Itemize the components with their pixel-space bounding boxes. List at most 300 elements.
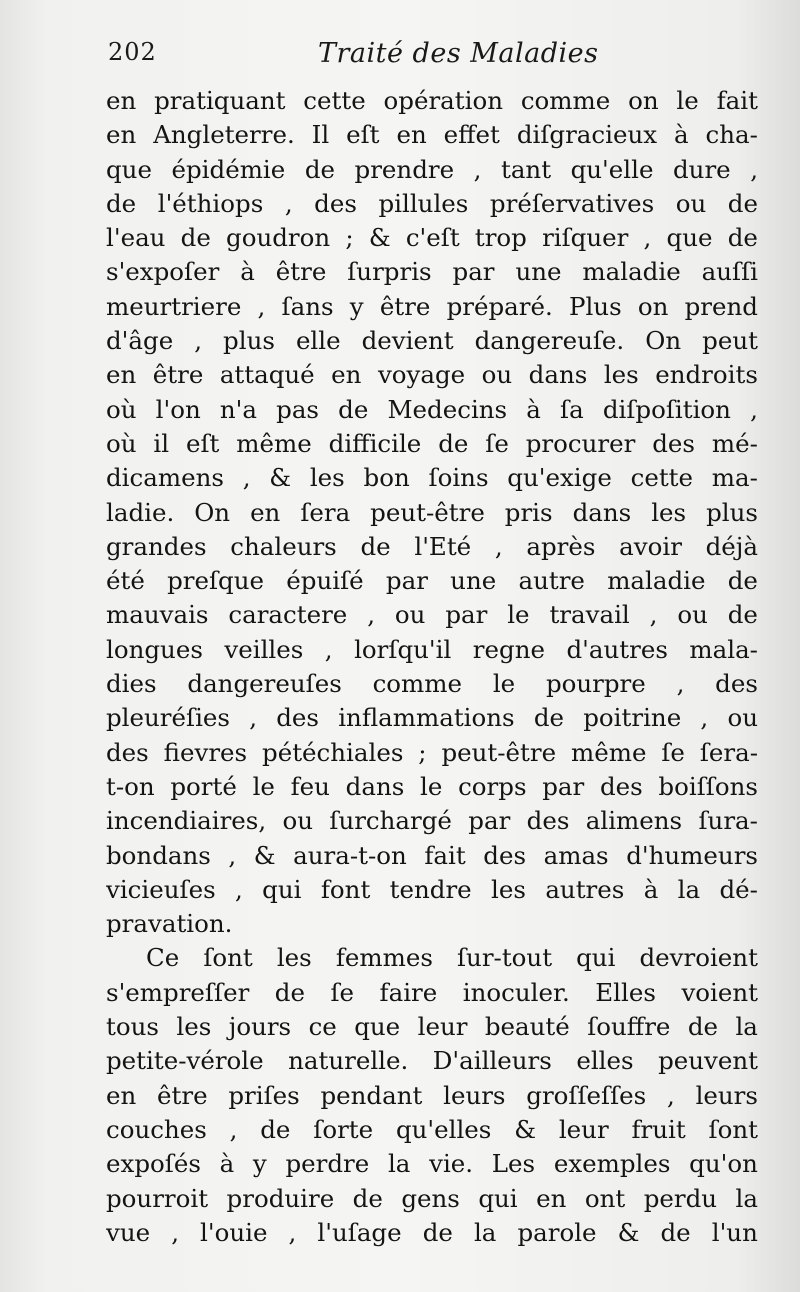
text-word: ou [675, 188, 707, 218]
text-word: préparé. [446, 291, 553, 321]
text-line [106, 1044, 758, 1078]
text-word: pas [276, 394, 320, 424]
text-word: on [628, 86, 659, 115]
text-word: autre [518, 566, 585, 596]
text-word: qu'elle [570, 154, 654, 184]
text-word: de [687, 1012, 719, 1042]
text-word: porté [170, 771, 237, 801]
text-word: des [314, 188, 357, 218]
text-word: fievres [163, 737, 248, 767]
text-word: de [304, 154, 335, 184]
text-word: , [229, 1114, 238, 1144]
text-word: trop [474, 223, 527, 253]
text-word: être [275, 257, 327, 287]
text-word: , [494, 531, 503, 561]
text-word: ſoins [428, 463, 489, 493]
text-word: à [219, 1149, 235, 1179]
text-word: de [338, 394, 369, 424]
text-line [106, 1079, 758, 1113]
text-word: bon [363, 463, 410, 493]
text-word: veilles [224, 634, 304, 664]
text-word: auſſi [701, 257, 758, 287]
text-word: c'eſt [405, 223, 460, 253]
text-word: ; [418, 737, 427, 767]
text-word: épidémie [171, 154, 286, 184]
text-line [106, 461, 758, 495]
text-word: tant [500, 154, 552, 184]
text-word: l'ouie [200, 1217, 268, 1247]
text-word: exemples [553, 1149, 671, 1179]
text-word: le [507, 600, 530, 630]
text-word: peut-être [441, 737, 557, 767]
text-word: , [249, 703, 257, 733]
text-word: de [274, 977, 305, 1007]
text-word: , [750, 394, 758, 424]
text-word: en [536, 1183, 567, 1213]
text-word: de [352, 1183, 383, 1213]
text-word: ſera [300, 497, 351, 527]
text-word: opération [383, 86, 503, 115]
text-word: par [445, 600, 488, 630]
text-word: à [674, 120, 689, 150]
text-word: ſur-tout [456, 943, 553, 973]
text-word: de [438, 428, 469, 458]
text-word: ou [394, 600, 426, 630]
text-line [106, 1113, 758, 1147]
text-word: boiſſons [658, 771, 758, 801]
text-word: des [599, 771, 643, 801]
text-word: la [735, 1183, 758, 1213]
text-word: pétéchiales [262, 737, 404, 767]
text-word: inflammations [338, 703, 515, 733]
text-word: dans [572, 497, 632, 527]
text-word: en [396, 120, 427, 150]
text-line [106, 187, 758, 221]
text-word: feu [290, 771, 330, 801]
text-word: de [727, 600, 758, 630]
text-word: d'autres [566, 634, 668, 664]
text-word: la [735, 1012, 758, 1042]
page-header [108, 38, 760, 78]
text-word: difficile [328, 428, 422, 458]
text-word: amas [543, 840, 609, 870]
text-word: comme [520, 86, 611, 115]
text-word: qu'exige [507, 463, 612, 493]
text-word: des [652, 428, 695, 458]
text-word: être [157, 1080, 208, 1110]
text-word: dangereuſe. [474, 326, 625, 356]
text-line [106, 530, 758, 564]
text-word: leur [558, 1114, 609, 1144]
text-word: preſque [167, 566, 265, 596]
text-word: que [106, 154, 152, 184]
text-word: de [533, 703, 565, 733]
text-word: l'Eté [414, 531, 472, 561]
text-word: à [526, 394, 541, 424]
text-word: par [385, 566, 428, 596]
text-word: diſpoſition [602, 394, 731, 424]
text-word: vie. [429, 1149, 474, 1179]
text-word: le [420, 771, 443, 801]
text-word: qu'on [689, 1149, 758, 1179]
text-word: ſont [708, 1114, 758, 1144]
text-word: ſans [281, 291, 334, 321]
text-line [106, 633, 758, 667]
text-word: y [349, 291, 364, 321]
text-word: il [153, 428, 170, 458]
text-word: ſurpris [347, 257, 432, 287]
text-word: qui [478, 1183, 518, 1213]
text-word: en [331, 360, 362, 390]
text-line [106, 839, 758, 873]
text-word: ſorte [313, 1114, 374, 1144]
text-word: être [152, 360, 204, 390]
text-word: avoir [619, 531, 682, 561]
text-word: ſurchargé [329, 806, 452, 836]
text-word: les [651, 497, 687, 527]
text-word: regne [472, 634, 545, 664]
text-word: elle [295, 326, 341, 356]
text-word: eſt [346, 120, 380, 150]
text-line [106, 564, 758, 598]
text-word: pleuréſies [106, 703, 230, 733]
text-word: en [106, 120, 137, 150]
text-word: pourpre [545, 669, 646, 699]
text-word: voient [681, 977, 758, 1007]
text-word: une [515, 257, 562, 287]
text-word: gens [401, 1183, 460, 1213]
text-word: la [473, 1217, 497, 1247]
text-word: , [171, 1217, 179, 1247]
text-word: les [276, 943, 312, 973]
text-word: caractere [228, 600, 348, 630]
text-word: , [367, 600, 375, 630]
text-word: pravation. [106, 909, 233, 939]
text-word: cette [303, 86, 366, 115]
text-line [106, 1147, 758, 1181]
text-word: dies [106, 669, 157, 699]
text-word: par [542, 771, 585, 801]
text-word: , [288, 1217, 297, 1247]
text-word: que [666, 223, 713, 253]
text-word: riſquer [542, 223, 629, 253]
text-line [106, 736, 758, 770]
text-word: par [468, 806, 511, 836]
text-line [106, 701, 758, 735]
text-word: Elles [595, 977, 656, 1007]
text-word: on [637, 291, 669, 321]
text-word: une [450, 566, 497, 596]
text-word: plus [223, 326, 275, 356]
text-word: Plus [568, 291, 622, 321]
text-word: maladie [607, 566, 706, 596]
text-word: dangereuſes [187, 669, 342, 699]
text-word: prendre [354, 154, 455, 184]
text-word: goudron [226, 223, 331, 253]
text-word: , [242, 463, 251, 493]
text-word: grandes [106, 531, 207, 561]
text-word: font [320, 874, 371, 904]
text-word: fait [716, 86, 758, 115]
text-word: des [715, 669, 758, 699]
text-line [106, 667, 758, 701]
text-word: perdre [285, 1149, 370, 1179]
text-line [106, 1216, 758, 1250]
text-word: leur [417, 1012, 468, 1042]
text-word: naturelle. [288, 1046, 409, 1076]
text-word: ſe [330, 977, 355, 1007]
text-word: D'ailleurs [432, 1046, 552, 1076]
text-word: endroits [655, 360, 758, 390]
text-word: lorſqu'il [354, 634, 452, 664]
text-word: leurs [695, 1080, 758, 1110]
text-word: On [194, 497, 231, 527]
text-word: fruit [631, 1114, 686, 1144]
text-word: de [422, 1217, 453, 1247]
page-number: 202 [108, 38, 157, 66]
running-head: Traité des Maladies [318, 38, 599, 69]
text-word: être [379, 291, 431, 321]
text-word: attaqué [219, 360, 315, 390]
text-word: où [106, 428, 137, 458]
text-word: groſſeſſes [526, 1080, 647, 1110]
text-word: la [387, 1149, 411, 1179]
text-line [106, 598, 758, 632]
text-line [106, 907, 758, 941]
text-word: & [253, 840, 276, 870]
text-word: après [526, 531, 596, 561]
text-word: & [269, 463, 292, 493]
text-word: autres [545, 874, 625, 904]
text-word: le [492, 669, 516, 699]
text-word: , [649, 600, 658, 630]
text-line [106, 358, 758, 392]
text-word: cette [630, 463, 694, 493]
text-word: , [643, 223, 652, 253]
text-word: d'humeurs [626, 840, 758, 870]
text-word: même [236, 428, 312, 458]
text-word: où [106, 394, 137, 424]
text-word: des [483, 840, 527, 870]
text-word: , [750, 154, 758, 184]
text-word: devroient [639, 943, 758, 973]
text-word: pillules [378, 188, 469, 218]
text-word: qui [576, 943, 616, 973]
text-word: diſgracieux [516, 120, 658, 150]
text-word: ou [727, 703, 758, 733]
text-word: déjà [705, 531, 758, 561]
body-text [106, 84, 758, 1250]
text-word: de [106, 188, 137, 218]
text-word: Les [491, 1149, 536, 1179]
text-word: cha- [705, 120, 758, 150]
text-word: maladie [582, 257, 681, 287]
text-word: y [252, 1149, 267, 1179]
text-word: prend [684, 291, 758, 321]
text-word: que [354, 1012, 401, 1042]
text-word: en [106, 86, 137, 115]
text-word: ſa [560, 394, 584, 424]
text-word: des [106, 737, 149, 767]
text-line [106, 941, 758, 975]
text-line [106, 770, 758, 804]
text-word: aura-t-on [293, 840, 407, 870]
text-word: le [252, 771, 275, 801]
text-word: ſe [661, 737, 685, 767]
text-word: pendant [320, 1080, 423, 1110]
text-word: expoſés [106, 1149, 201, 1179]
text-word: elles [576, 1046, 634, 1076]
text-word: dans [528, 360, 588, 390]
text-word: & [368, 223, 391, 253]
text-word: Angleterre. [153, 120, 295, 150]
text-line [106, 976, 758, 1010]
text-word: ſouffre [587, 1012, 671, 1042]
text-word: l'eau [106, 223, 166, 253]
text-word: plus [706, 497, 758, 527]
text-word: dans [345, 771, 405, 801]
text-word: , [228, 840, 237, 870]
text-word: , [235, 874, 243, 904]
text-word: , [473, 154, 482, 184]
text-word: mé- [711, 428, 758, 458]
text-word: , [324, 634, 333, 664]
text-line [106, 84, 758, 118]
text-word: voyage [377, 360, 466, 390]
text-word: petite-vérole [106, 1046, 264, 1076]
text-word: fait [424, 840, 466, 870]
text-word: ladie. [106, 497, 175, 527]
text-word: en [106, 360, 137, 390]
text-word: chaleurs [230, 531, 337, 561]
text-word: poitrine [583, 703, 682, 733]
text-word: leurs [443, 1080, 506, 1110]
text-word: inoculer. [462, 977, 570, 1007]
text-word: n'a [219, 394, 258, 424]
text-line [106, 221, 758, 255]
text-word: même [570, 737, 647, 767]
text-word: l'un [711, 1217, 758, 1247]
text-line [106, 118, 758, 152]
text-word: de [180, 223, 211, 253]
text-word: produire [226, 1183, 335, 1213]
text-word: alimens [585, 806, 683, 836]
text-word: Medecins [387, 394, 508, 424]
text-word: longues [106, 634, 203, 664]
text-word: à [240, 257, 255, 287]
text-word: beauté [484, 1012, 570, 1042]
text-word: travail [549, 600, 630, 630]
text-word: faire [379, 977, 438, 1007]
text-word: & [514, 1114, 537, 1144]
text-word: femmes [335, 943, 433, 973]
text-line [106, 873, 758, 907]
text-word: ſura- [698, 806, 758, 836]
text-word: , [667, 1080, 675, 1110]
text-word: l'uſage [317, 1217, 402, 1247]
text-word: ou [677, 600, 708, 630]
text-line [106, 804, 758, 838]
text-word: devient [361, 326, 454, 356]
text-line [106, 393, 758, 427]
text-word: ont [584, 1183, 626, 1213]
text-word: d'âge [106, 326, 174, 356]
text-word: , [284, 188, 293, 218]
text-word: tendre [389, 874, 472, 904]
text-word: priſes [228, 1080, 300, 1110]
text-word: bondans [106, 840, 211, 870]
text-word: ſera- [699, 737, 758, 767]
text-word: de [727, 188, 758, 218]
text-line [106, 496, 758, 530]
text-line [106, 255, 758, 289]
text-word: le [676, 86, 699, 115]
text-word: s'empreſſer [106, 977, 250, 1007]
text-word: vue [106, 1217, 151, 1247]
text-word: en [106, 1080, 137, 1110]
text-line [106, 1010, 758, 1044]
text-word: dé- [719, 874, 758, 904]
text-word: Ce [146, 943, 180, 973]
text-word: Il [311, 120, 330, 150]
text-word: effet [443, 120, 500, 150]
text-word: mala- [689, 634, 758, 664]
text-word: la [677, 874, 701, 904]
text-word: les [176, 1012, 212, 1042]
text-word: ou [282, 806, 314, 836]
text-word: ou [481, 360, 513, 390]
text-word: l'éthiops [157, 188, 264, 218]
text-word: incendiaires, [106, 806, 267, 836]
text-word: à [643, 874, 659, 904]
text-word: couches [106, 1114, 207, 1144]
text-word: jours [228, 1012, 292, 1042]
text-word: par [452, 257, 495, 287]
text-word: On [645, 326, 682, 356]
text-word: préſervatives [489, 188, 655, 218]
text-word: procurer [525, 428, 636, 458]
text-word: , [700, 703, 709, 733]
text-word: dicamens [106, 463, 224, 493]
text-word: peuvent [658, 1046, 758, 1076]
text-word: qu'elles [395, 1114, 492, 1144]
text-word: ſont [203, 943, 253, 973]
text-word: & [617, 1217, 640, 1247]
text-word: ſe [485, 428, 509, 458]
text-word: peut-être [370, 497, 485, 527]
text-word: en [250, 497, 281, 527]
text-line [106, 1182, 758, 1216]
text-word: perdu [643, 1183, 718, 1213]
text-word: tous [106, 1012, 159, 1042]
text-line [106, 427, 758, 461]
text-word: ce [308, 1012, 337, 1042]
text-word: comme [372, 669, 463, 699]
text-word: les [491, 874, 526, 904]
text-word: parole [517, 1217, 597, 1247]
text-word: qui [262, 874, 302, 904]
text-word: , [257, 291, 266, 321]
text-word: des [276, 703, 319, 733]
text-line [106, 290, 758, 324]
text-word: meurtriere [106, 291, 242, 321]
text-word: les [309, 463, 345, 493]
text-word: mauvais [106, 600, 209, 630]
text-word: de [727, 566, 758, 596]
text-word: de [360, 531, 391, 561]
text-word: des [526, 806, 570, 836]
text-word: ma- [711, 463, 758, 493]
